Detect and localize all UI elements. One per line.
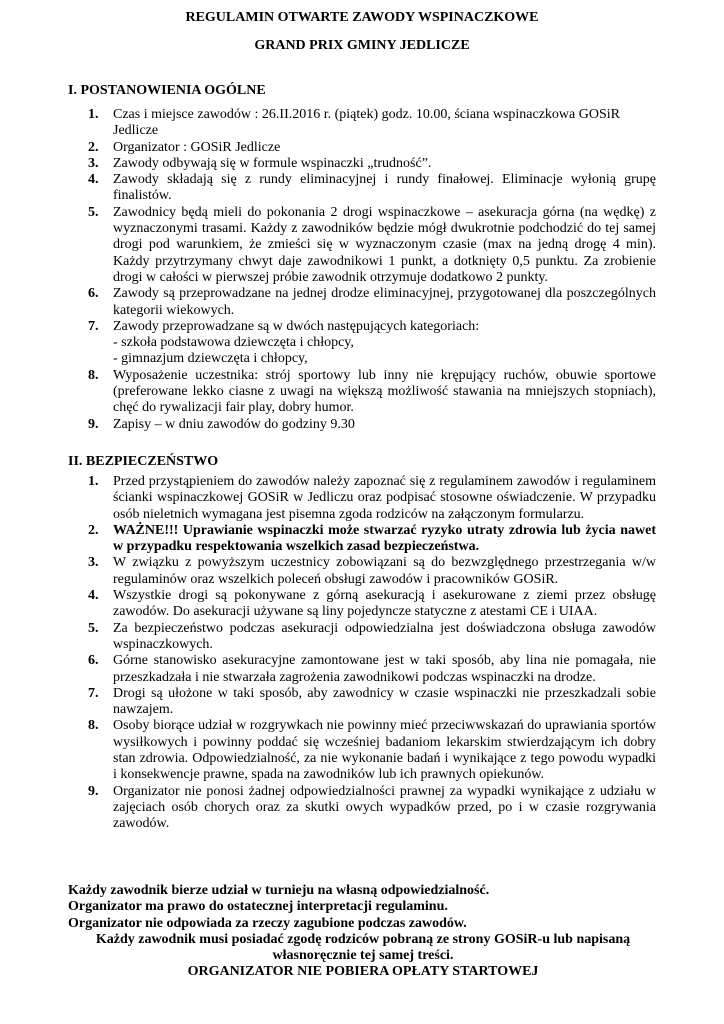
list-item [88,368,656,417]
list-item [88,784,656,833]
section-heading-general: I. POSTANOWIENIA OGÓLNE [68,83,266,98]
item-text: Wyposażenie uczestnika: strój sportowy lub inny nie krępujący ruchów, obuwie sportowe (preferowane lekko ciasne z uwagi na większą możliwość stawania na mniejszych stopniach), chęć do rywalizacji fair play, dobry humor. [113,367,656,416]
item-text: Organizator : GOSiR Jedlicze [113,139,281,155]
item-text: Zawody składają się z rundy eliminacyjnej i rundy finałowej. Eliminacje wyłonią grupę finalistów. [113,172,656,204]
list-item [88,417,656,433]
item-number: 8. [88,718,99,734]
closing-line-parental-consent: Każdy zawodnik musi posiadać zgodę rodziców pobraną ze strony GOSiR-u lub napisaną własnoręcznie tej samej treści. [95,931,631,964]
list-item [88,286,656,319]
list-item [88,319,656,368]
item-text: Zawody odbywają się w formule wspinaczki „trudność”. [113,155,432,171]
item-number: 7. [88,685,99,701]
item-number: 4. [88,172,99,188]
list-item [88,653,656,686]
safety-list [88,474,656,833]
list-item [88,686,656,719]
item-number: 1. [88,107,99,122]
item-text: Czas i miejsce zawodów : 26.II.2016 r. (piątek) godz. 10.00, ściana wspinaczkowa GOSiR Jedlicze [113,107,620,139]
item-number: 5. [88,620,99,636]
list-item [88,474,656,523]
item-text: Przed przystąpieniem do zawodów należy zapoznać się z regulaminem zawodów i regulaminem ścianki wspinaczkowej GOSiR w Jedliczu oraz podpisać stosowne oświadczenie. W przypadku osób nieletnich wymagana jest pisemna zgoda rodziców na załączonym formularzu. [113,474,656,522]
item-number: 5. [88,204,99,220]
closing-line-responsibility: Każdy zawodnik bierze udział w turnieju na własną odpowiedzialność. [68,883,490,898]
item-number: 3. [88,155,99,171]
list-item [88,621,656,654]
document-title: REGULAMIN OTWARTE ZAWODY WSPINACZKOWE [185,10,539,25]
item-number: 6. [88,286,99,302]
item-number: 9. [88,783,99,799]
list-item [88,140,656,156]
item-number: 2. [88,139,99,155]
list-item [88,588,656,621]
item-text: Zawodnicy będą mieli do pokonania 2 drogi wspinaczkowe – asekuracja górna (na wędkę) z wyznaczonymi trasami. Każdy z zawodników będzie mógł dwukrotnie podchodzić do tej samej drogi pod warunkiem, że zmieści się w wyznaczonym czasie (max na jedną drogę 4 min). Każdy przytrzymany chwyt daje zawodnikowi 1 punkt, a dotknięty 0,5 punktu. Za zrobienie drogi w całości w pierwszej próbie zawodnik otrzymuje dodatkowo 2 punkty. [113,204,656,285]
item-number: 9. [88,416,99,432]
item-number: 7. [88,318,99,334]
section-heading-safety: II. BEZPIECZEŃSTWO [68,454,219,469]
item-text: Zawody przeprowadzane są w dwóch następujących kategoriach: - szkoła podstawowa dziewczęta i chłopcy, - gimnazjum dziewczęta i chłopcy, [113,318,480,367]
item-text: Organizator nie ponosi żadnej odpowiedzialności prawnej za wypadki wynikające z udziału w zajęciach osób chorych oraz za skutki owych wypadków przed, po i w czasie rozgrywania zawodów. [113,783,656,832]
list-item [88,523,656,556]
item-number: 1. [88,474,99,489]
document-subtitle: GRAND PRIX GMINY JEDLICZE [254,38,470,53]
item-text: Za bezpieczeństwo podczas asekuracji odpowiedzialna jest doświadczona obsługa zawodów wspinaczkowych. [113,620,656,652]
item-number: 2. [88,522,99,538]
list-item [88,107,656,140]
item-number: 8. [88,367,99,383]
closing-line-no-fee: ORGANIZATOR NIE POBIERA OPŁATY STARTOWEJ [187,964,539,980]
item-text: Wszystkie drogi są pokonywane z górną asekuracją i asekurowane z ziemi przez obsługę zawodów. Do asekuracji używane są liny pojedyncze statyczne z atestami CE i UIAA. [113,588,656,620]
list-item [88,718,656,783]
item-text: Zapisy – w dniu zawodów do godziny 9.30 [113,416,355,432]
closing-line-lost-items: Organizator nie odpowiada za rzeczy zagubione podczas zawodów. [68,915,467,931]
list-item [88,172,656,205]
warning-text: WAŻNE!!! Uprawianie wspinaczki może stwarzać ryzyko utraty zdrowia lub życia nawet w przypadku respektowania wszelkich zasad bezpieczeństwa. [113,522,656,555]
item-number: 6. [88,653,99,669]
item-text: Osoby biorące udział w rozgrywkach nie powinny mieć przeciwwskazań do uprawiania sportów wysiłkowych i powinny poddać się wcześniej badaniom lekarskim stwierdzającym ich dobry stan zdrowia. Odpowiedzialność, za nie wykonanie badań i wynikające z tego powodu wypadki i konsekwencje prawne, spada na zawodników lub ich prawnych opiekunów. [113,718,656,783]
list-item [88,156,656,172]
closing-line-interpretation: Organizator ma prawo do ostatecznej interpretacji regulaminu. [68,899,448,915]
item-text: Górne stanowisko asekuracyjne zamontowane jest w taki sposób, aby lina nie pomagała, nie przeszkadzała i nie stwarzała zagrożenia zawodnikowi podczas wspinaczki na drodze. [113,653,656,685]
general-provisions-list [88,107,656,433]
item-number: 4. [88,588,99,604]
list-item [88,205,656,286]
list-item [88,555,656,588]
closing-statements [68,883,658,981]
item-text: W związku z powyższym uczestnicy zobowiązani są do bezwzględnego przestrzegania w/w regulaminów oraz wszelkich poleceń obsługi zawodów i pracowników GOSiR. [113,555,656,587]
item-text: Drogi są ułożone w taki sposób, aby zawodnicy w czasie wspinaczki nie przeszkadzali sobie nawzajem. [113,685,656,718]
item-text: Zawody są przeprowadzane na jednej drodze eliminacyjnej, przygotowanej dla poszczególnych kategorii wiekowych. [113,286,656,318]
item-number: 3. [88,555,99,571]
